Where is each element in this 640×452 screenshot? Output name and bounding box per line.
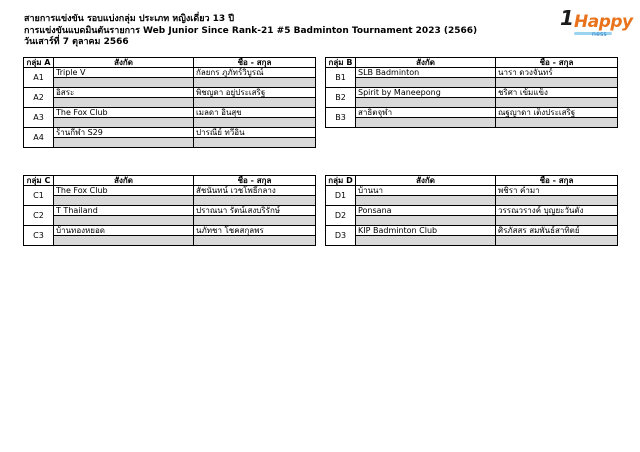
player-row [24,68,316,78]
club-cell: สาธิตจุฬา [356,108,496,118]
player-row [326,108,618,118]
group-d-table [325,175,618,246]
blank-row [24,78,316,88]
player-row [326,206,618,216]
club-cell: Ponsana [356,206,496,216]
name-cell: ปารณีย์ ทวีอิ่น [194,128,316,138]
player-row [326,186,618,196]
name-cell: ณฐญาดา เต็งประเสริฐ [496,108,618,118]
logo-number: 1 [560,6,574,30]
player-row [326,226,618,236]
club-cell: T Thailand [54,206,194,216]
player-row [24,128,316,138]
club-cell: The Fox Club [54,108,194,118]
club-cell: บ้านนา [356,186,496,196]
page-header [24,14,477,49]
group-header-row [326,176,618,186]
name-header: ชื่อ - สกุล [194,58,316,68]
blank-row [24,236,316,246]
group-header: กลุ่ม A [24,58,54,68]
name-cell: ชริศา เข้มแข็ง [496,88,618,98]
name-cell: นารา ดวงจันทร์ [496,68,618,78]
player-id: D2 [326,206,356,226]
player-id: D3 [326,226,356,246]
name-cell: วรรณวรางค์ บุญยะวันตัง [496,206,618,216]
player-row [24,186,316,196]
blank-row [24,196,316,206]
blank-row [326,78,618,88]
group-header-row [326,58,618,68]
club-cell: SLB Badminton [356,68,496,78]
blank-row [326,98,618,108]
group-header-row [24,58,316,68]
group-c-table [23,175,316,246]
name-cell: เมลดา อินสุข [194,108,316,118]
blank-row [24,98,316,108]
name-cell: พิชญดา อยู่ประเสริฐ [194,88,316,98]
player-row [24,88,316,98]
header-tournament: การแข่งขันแบดมินตันรายการ Web Junior Since Rank-21 #5 Badminton Tournament 2023 (2566) [24,25,478,36]
group-header-row [24,176,316,186]
group-b-table [325,57,618,128]
name-cell: พชิรา คำมา [496,186,618,196]
blank-row [326,236,618,246]
player-id: A1 [24,68,54,88]
player-id: A2 [24,88,54,108]
club-header: สังกัด [356,176,496,186]
logo-sub: ness [592,31,607,38]
player-id: B3 [326,108,356,128]
club-header: สังกัด [54,58,194,68]
name-cell: นภัทชา โชคสกุลพร [194,226,316,236]
club-cell: KIP Badminton Club [356,226,496,236]
name-cell: สัชนันทน์ เวชโพธิ์กลาง [194,186,316,196]
club-cell: อิสระ [54,88,194,98]
name-header: ชื่อ - สกุล [496,58,618,68]
player-row [326,68,618,78]
blank-row [24,216,316,226]
club-cell: ร้านกีฬา S29 [54,128,194,138]
blank-row [326,196,618,206]
header-title: สายการแข่งขัน รอบแบ่งกลุ่ม ประเภท หญิงเดี่ยว 13 ปี [24,14,235,24]
club-cell: Triple V [54,68,194,78]
name-cell: ปราณนา รัตน์เสงบริรักษ์ [194,206,316,216]
name-header: ชื่อ - สกุล [194,176,316,186]
club-header: สังกัด [356,58,496,68]
club-header: สังกัด [54,176,194,186]
name-cell: กัลยกร ภูภัทร์วิบูรณ์ [194,68,316,78]
player-row [326,88,618,98]
group-header: กลุ่ม D [326,176,356,186]
club-cell: Spirit by Maneepong [356,88,496,98]
happyness-logo [560,2,633,42]
player-id: A3 [24,108,54,128]
header-date: วันเสาร์ที่ 7 ตุลาคม 2566 [24,37,129,47]
player-id: D1 [326,186,356,206]
player-id: C3 [24,226,54,246]
player-row [24,108,316,118]
club-cell: The Fox Club [54,186,194,196]
logo-word: Happy [574,12,633,32]
player-id: A4 [24,128,54,148]
player-row [24,226,316,236]
player-id: C1 [24,186,54,206]
group-a-table [23,57,316,148]
blank-row [24,118,316,128]
group-header: กลุ่ม C [24,176,54,186]
player-row [24,206,316,216]
club-cell: บ้านทองหยอด [54,226,194,236]
group-header: กลุ่ม B [326,58,356,68]
name-header: ชื่อ - สกุล [496,176,618,186]
blank-row [326,118,618,128]
player-id: B2 [326,88,356,108]
blank-row [326,216,618,226]
player-id: C2 [24,206,54,226]
player-id: B1 [326,68,356,88]
blank-row [24,138,316,148]
name-cell: ศิรภัสสร สมพันธ์สาทิตย์ [496,226,618,236]
